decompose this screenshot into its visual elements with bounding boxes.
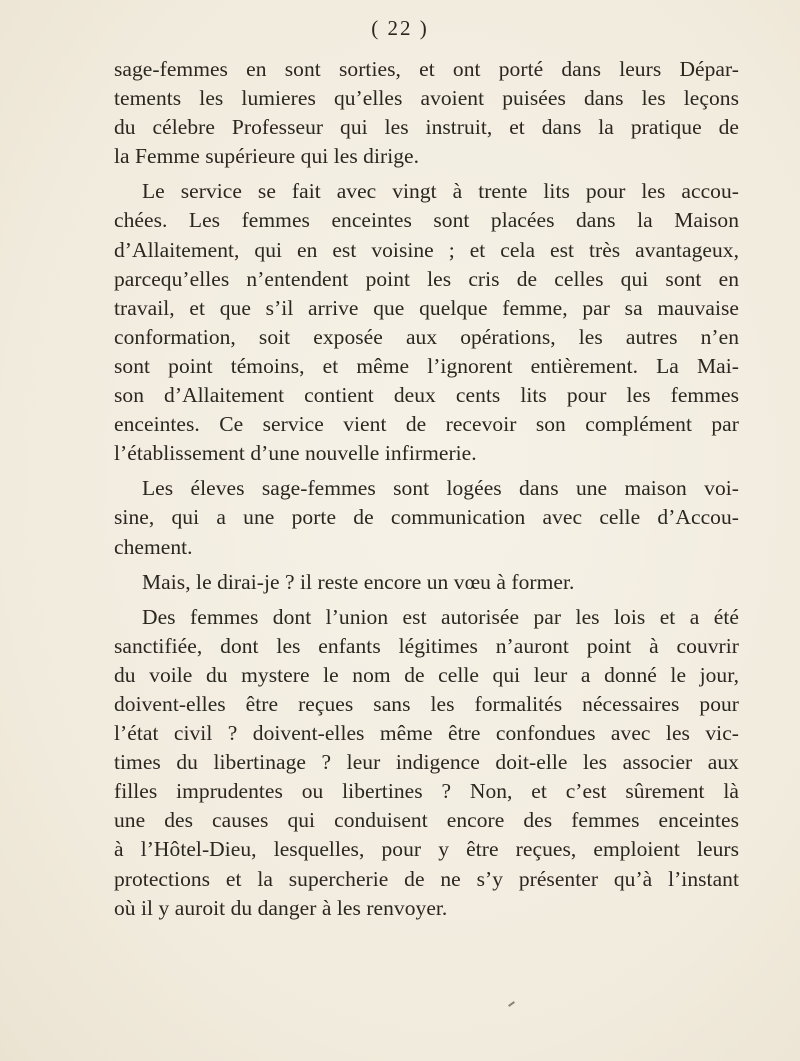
text-line: protections et la supercherie de ne s’y présenter qu’à l’instant (114, 866, 739, 891)
text-line: chées. Les femmes enceintes sont placées dans la Maison (114, 208, 739, 233)
text-line: tements les lumieres qu’elles avoient puisées dans les leçons (114, 86, 739, 111)
text-line: son d’Allaitement contient deux cents lits pour les femmes (114, 383, 739, 408)
paragraph-2 (114, 177, 739, 468)
text-line: Des femmes dont l’union est autorisée par les lois et a été (142, 604, 739, 629)
text-line: sont point témoins, et même l’ignorent entièrement. La Mai- (114, 353, 739, 378)
text-line: une des causes qui conduisent encore des femmes enceintes (114, 808, 739, 833)
text-line: sine, qui a une porte de communication avec celle d’Accou- (114, 505, 739, 530)
text-line: d’Allaitement, qui en est voisine ; et cela est très avantageux, (114, 237, 739, 262)
paragraph-4 (114, 568, 739, 597)
text-line: parcequ’elles n’entendent point les cris de celles qui sont en (114, 266, 739, 291)
text-line: Les éleves sage-femmes sont logées dans une maison voi- (142, 476, 739, 501)
paragraph-5 (114, 603, 739, 923)
text-line: travail, et que s’il arrive que quelque femme, par sa mauvaise (114, 295, 739, 320)
text-line: du célebre Professeur qui les instruit, et dans la pratique de (114, 115, 739, 140)
page-number: ( 22 ) (371, 16, 429, 40)
text-line: chement. (114, 534, 193, 559)
text-line: times du libertinage ? leur indigence doit-elle les associer aux (114, 750, 739, 775)
text-line: Le service se fait avec vingt à trente lits pour les accou- (142, 179, 739, 204)
text-line: l’établissement d’une nouvelle infirmerie. (114, 441, 477, 466)
body-text (114, 55, 739, 923)
text-line: enceintes. Ce service vient de recevoir son complément par (114, 412, 739, 437)
text-line: sage-femmes en sont sorties, et ont porté dans leurs Dépar- (114, 57, 739, 81)
text-line: l’état civil ? doivent-elles même être confondues avec les vic- (114, 721, 739, 746)
paragraph-3 (114, 474, 739, 561)
text-line: filles imprudentes ou libertines ? Non, et c’est sûrement là (114, 779, 739, 804)
text-line: Mais, le dirai-je ? il reste encore un vœu à former. (142, 569, 575, 594)
text-line: à l’Hôtel-Dieu, lesquelles, pour y être reçues, emploient leurs (114, 837, 739, 862)
text-line: conformation, soit exposée aux opérations, les autres n’en (114, 324, 739, 349)
text-line: la Femme supérieure qui les dirige. (114, 144, 420, 169)
text-line: où il y auroit du danger à les renvoyer. (114, 895, 448, 920)
text-line: sanctifiée, dont les enfants légitimes n’auront point à couvrir (114, 633, 739, 658)
paragraph-1 (114, 55, 739, 171)
paper-speck (508, 1001, 515, 1007)
text-line: du voile du mystere le nom de celle qui leur a donné le jour, (114, 662, 739, 687)
text-line: doivent-elles être reçues sans les formalités nécessaires pour (114, 691, 739, 716)
